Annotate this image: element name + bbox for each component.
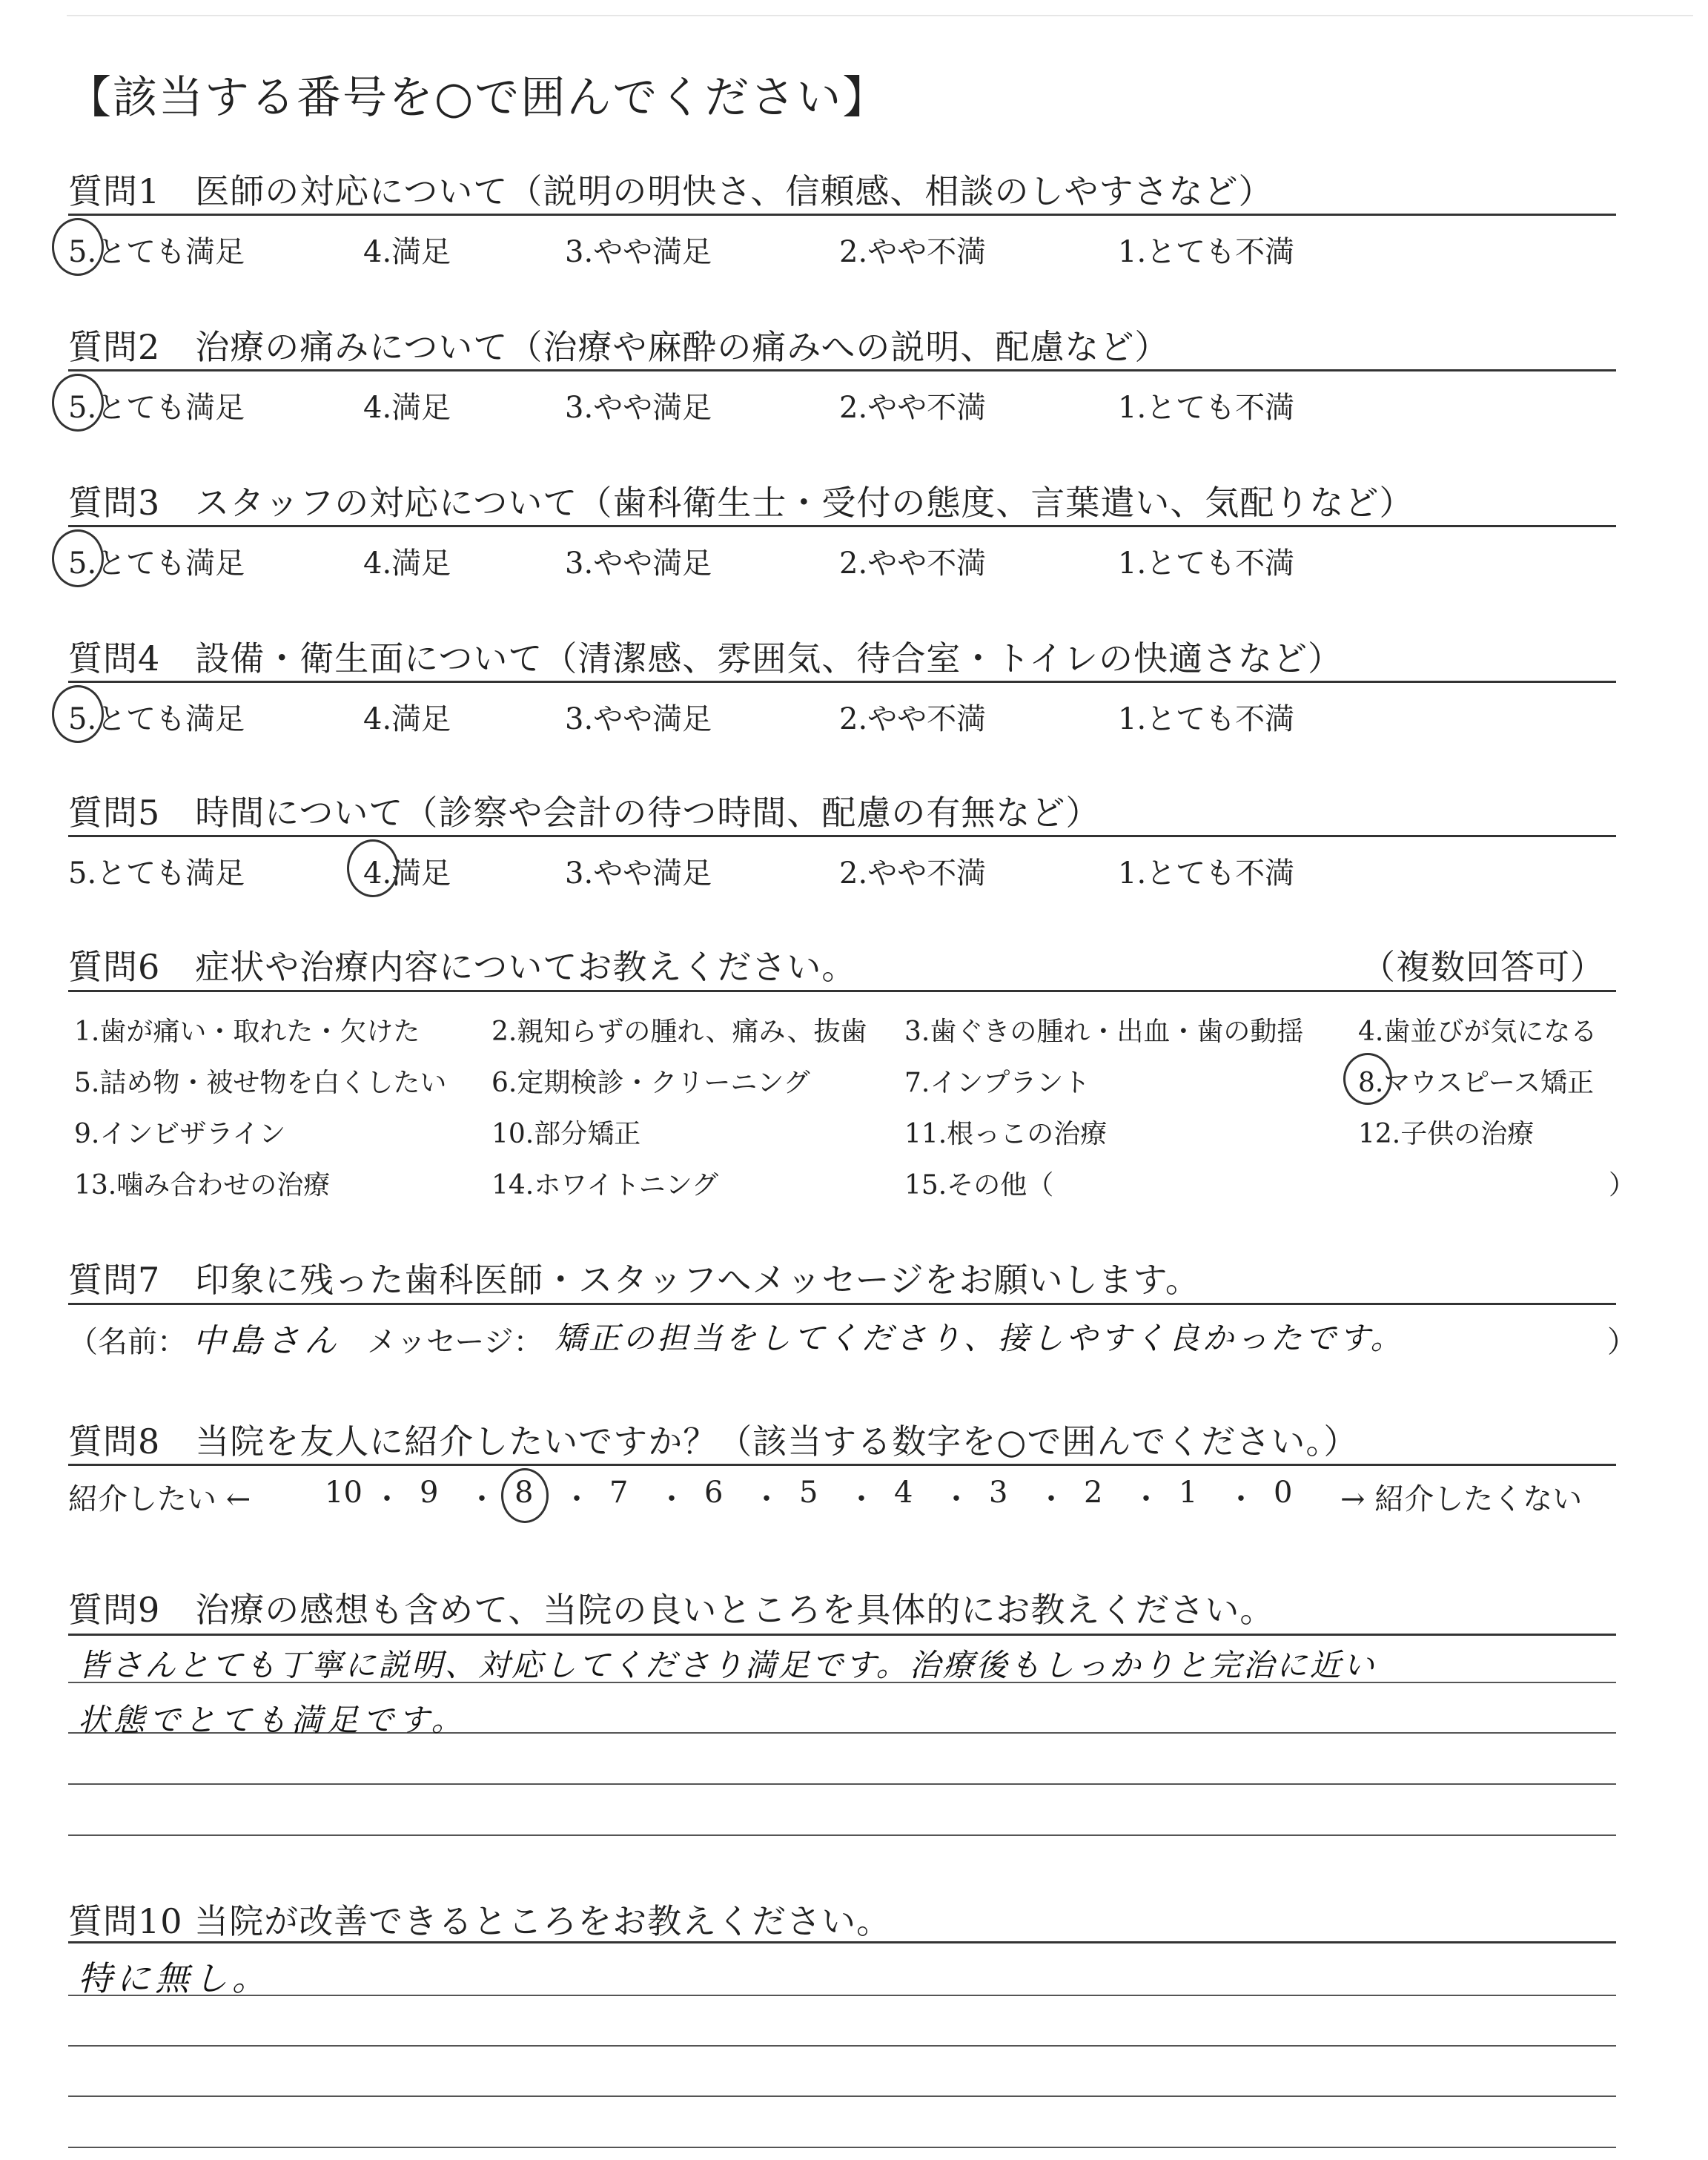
q8-scale-5[interactable]: 5	[799, 1476, 818, 1510]
q4-option-5[interactable]: 5.とても満足	[68, 702, 245, 736]
q4-option-3[interactable]: 3.やや満足	[565, 702, 712, 736]
q6-option-15[interactable]: 15.その他（	[904, 1170, 1054, 1200]
q8-scale-1[interactable]: 1	[1179, 1476, 1198, 1510]
q9-rule	[68, 1634, 1616, 1636]
q9-title: 質問9 治療の感想も含めて、当院の良いところを具体的にお教えください。	[68, 1590, 1275, 1630]
q5-rule	[68, 835, 1616, 837]
q1-option-2[interactable]: 2.やや不満	[839, 235, 987, 269]
q8-scale-3[interactable]: 3	[989, 1476, 1008, 1510]
q2-title: 質問2 治療の痛みについて（治療や麻酔の痛みへの説明、配慮など）	[68, 327, 1170, 367]
q8-scale-7[interactable]: 7	[609, 1476, 629, 1510]
q8-separator: ・	[1036, 1482, 1066, 1516]
q7-message-handwriting: 矯正の担当をしてくださり、接しやすく良かったです。	[555, 1320, 1405, 1356]
q10-rule	[68, 1941, 1616, 1943]
q6-option-9[interactable]: 9.インビザライン	[74, 1119, 286, 1149]
q6-option-7[interactable]: 7.インプラント	[904, 1068, 1090, 1098]
q8-separator: ・	[562, 1482, 592, 1516]
q2-selection-circle	[52, 374, 104, 432]
q5-title: 質問5 時間について（診察や会計の待つ時間、配慮の有無など）	[68, 793, 1101, 833]
q6-other-close-paren: ）	[1609, 1170, 1636, 1200]
q3-option-5[interactable]: 5.とても満足	[68, 546, 245, 581]
q10-line-4	[68, 2147, 1616, 2148]
q5-option-3[interactable]: 3.やや満足	[565, 856, 712, 891]
q10-line-1	[68, 1995, 1616, 1996]
q8-separator: ・	[941, 1482, 971, 1516]
q8-selection-circle	[501, 1468, 549, 1523]
q10-title: 質問10 当院が改善できるところをお教えください。	[68, 1901, 892, 1941]
q5-option-2[interactable]: 2.やや不満	[839, 856, 987, 891]
q2-rule	[68, 369, 1616, 371]
q1-option-3[interactable]: 3.やや満足	[565, 235, 712, 269]
q3-option-1[interactable]: 1.とても不満	[1118, 546, 1295, 581]
q4-selection-circle	[52, 685, 104, 743]
q8-scale-9[interactable]: 9	[420, 1476, 439, 1510]
q10-line-2	[68, 2045, 1616, 2047]
q3-option-4[interactable]: 4.満足	[363, 546, 451, 581]
q8-separator: ・	[372, 1482, 402, 1516]
q6-title: 質問6 症状や治療内容についてお教えください。	[68, 947, 857, 987]
q2-option-4[interactable]: 4.満足	[363, 391, 451, 425]
page-header: 【該当する番号を○で囲んでください】	[67, 72, 889, 124]
q7-rule	[68, 1303, 1616, 1305]
q3-title: 質問3 スタッフの対応について（歯科衛生士・受付の態度、言葉遣い、気配りなど）	[68, 483, 1414, 523]
q1-option-1[interactable]: 1.とても不満	[1118, 235, 1295, 269]
q7-name-label: （名前：	[68, 1325, 187, 1359]
q6-option-1[interactable]: 1.歯が痛い・取れた・欠けた	[74, 1017, 420, 1047]
q6-option-5[interactable]: 5.詰め物・被せ物を白くしたい	[74, 1068, 447, 1098]
q8-scale-6[interactable]: 6	[704, 1476, 724, 1510]
q1-selection-circle	[52, 218, 104, 276]
scan-top-edge	[67, 15, 1693, 16]
q8-left-label: 紹介したい ←	[68, 1482, 251, 1516]
q6-option-4[interactable]: 4.歯並びが気になる	[1358, 1017, 1598, 1047]
q4-option-1[interactable]: 1.とても不満	[1118, 702, 1295, 736]
q9-line-4	[68, 1834, 1616, 1836]
q6-option-6[interactable]: 6.定期検診・クリーニング	[491, 1068, 810, 1098]
q2-option-2[interactable]: 2.やや不満	[839, 391, 987, 425]
q8-separator: ・	[657, 1482, 686, 1516]
q10-line-3	[68, 2095, 1616, 2097]
q8-scale-4[interactable]: 4	[894, 1476, 913, 1510]
q8-title: 質問8 当院を友人に紹介したいですか？（該当する数字を○で囲んでください。）	[68, 1421, 1359, 1462]
q2-option-5[interactable]: 5.とても満足	[68, 391, 245, 425]
q4-title: 質問4 設備・衛生面について（清潔感、雰囲気、待合室・トイレの快適さなど）	[68, 638, 1343, 678]
q6-option-8[interactable]: 8.マウスピース矯正	[1358, 1068, 1595, 1098]
q8-right-label: → 紹介したくない	[1340, 1482, 1583, 1516]
q5-option-1[interactable]: 1.とても不満	[1118, 856, 1295, 891]
q4-option-2[interactable]: 2.やや不満	[839, 702, 987, 736]
q7-name-handwriting: 中島さん	[193, 1322, 341, 1360]
q9-answer-line-1: 皆さんとても丁寧に説明、対応してくださり満足です。治療後もしっかりと完治に近い	[78, 1647, 1377, 1683]
q6-option-10[interactable]: 10.部分矯正	[491, 1119, 641, 1149]
q8-scale-2[interactable]: 2	[1084, 1476, 1103, 1510]
q9-line-3	[68, 1783, 1616, 1785]
q8-scale-10[interactable]: 10	[325, 1476, 363, 1510]
q8-scale-0[interactable]: 0	[1274, 1476, 1293, 1510]
q8-separator: ・	[847, 1482, 876, 1516]
q4-rule	[68, 681, 1616, 683]
q9-answer-line-2: 状態でとても満足です。	[78, 1702, 467, 1738]
q3-rule	[68, 525, 1616, 527]
q4-option-4[interactable]: 4.満足	[363, 702, 451, 736]
q7-close-paren: ）	[1607, 1325, 1637, 1359]
q5-option-5[interactable]: 5.とても満足	[68, 856, 245, 891]
q6-option-14[interactable]: 14.ホワイトニング	[491, 1170, 719, 1200]
q2-option-3[interactable]: 3.やや満足	[565, 391, 712, 425]
q1-option-5[interactable]: 5.とても満足	[68, 235, 245, 269]
q1-title: 質問1 医師の対応について（説明の明快さ、信頼感、相談のしやすさなど）	[68, 171, 1274, 211]
q6-rule	[68, 990, 1616, 992]
q7-title: 質問7 印象に残った歯科医師・スタッフへメッセージをお願いします。	[68, 1260, 1200, 1300]
q10-answer-line-1: 特に無し。	[78, 1958, 271, 1998]
q3-option-3[interactable]: 3.やや満足	[565, 546, 712, 581]
q8-separator: ・	[1226, 1482, 1256, 1516]
q8-separator: ・	[467, 1482, 497, 1516]
q6-option-2[interactable]: 2.親知らずの腫れ、痛み、抜歯	[491, 1017, 867, 1047]
q6-note: （複数回答可）	[1361, 947, 1605, 987]
q1-rule	[68, 214, 1616, 216]
q3-selection-circle	[52, 529, 104, 587]
q6-option-11[interactable]: 11.根っこの治療	[904, 1119, 1108, 1149]
q8-separator: ・	[752, 1482, 781, 1516]
q6-option-3[interactable]: 3.歯ぐきの腫れ・出血・歯の動揺	[904, 1017, 1304, 1047]
q6-selection-circle	[1343, 1053, 1392, 1105]
q7-message-label: メッセージ：	[367, 1325, 543, 1359]
q5-selection-circle	[347, 839, 399, 897]
q8-rule	[68, 1464, 1616, 1466]
q1-option-4[interactable]: 4.満足	[363, 235, 451, 269]
q6-option-13[interactable]: 13.噛み合わせの治療	[74, 1170, 331, 1200]
q8-scale-8[interactable]: 8	[514, 1476, 534, 1510]
q3-option-2[interactable]: 2.やや不満	[839, 546, 987, 581]
q8-separator: ・	[1131, 1482, 1161, 1516]
q6-option-12[interactable]: 12.子供の治療	[1358, 1119, 1535, 1149]
q2-option-1[interactable]: 1.とても不満	[1118, 391, 1295, 425]
q5-option-4[interactable]: 4.満足	[363, 856, 451, 891]
